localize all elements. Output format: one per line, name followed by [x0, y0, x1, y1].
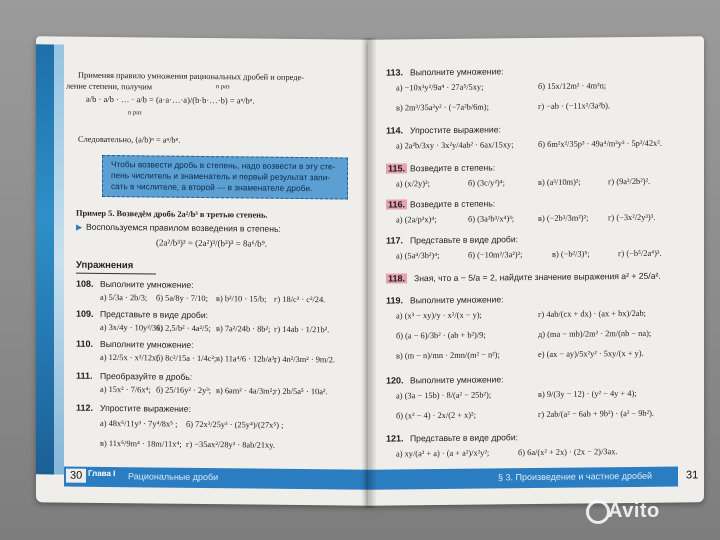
exercise-number-highlighted: 118.: [388, 273, 406, 284]
exercise-number-highlighted: 115.: [388, 163, 406, 174]
bullet-arrow-icon: ▶: [76, 222, 83, 232]
exercise-title: Упростите выражение:: [100, 402, 191, 414]
intro-line-1: Применяя правило умножения рациональных дробей и опреде-: [78, 70, 305, 83]
exercise-item: а) (5a⁴/3b²)⁴;: [396, 251, 440, 261]
exercise-item: а) 12/5x · x²/12x;: [100, 352, 159, 363]
chapter-title: Рациональные дроби: [128, 471, 219, 483]
exercise-item: б) (−10m²/3a²)²;: [468, 250, 523, 260]
n-raz-top: n раз: [216, 83, 230, 91]
exercise-title: Представьте в виде дроби:: [410, 432, 519, 444]
exercise-title: Выполните умножение:: [410, 374, 504, 386]
exercise-item: г) 2b/5a⁵ · 10a².: [274, 386, 328, 397]
exercise-item: в) (−b²/3)⁵;: [552, 249, 590, 259]
exercise-title: Выполните умножение:: [100, 338, 194, 350]
exercise-item: б) (3c/y²)⁴;: [468, 178, 505, 188]
section-heading: Упражнения: [76, 259, 134, 272]
exercise-item: б) (x² − 4) · 2x/(2 + x)²;: [396, 410, 476, 421]
exercise-title: Представьте в виде дроби:: [410, 234, 519, 246]
left-page: [36, 36, 369, 505]
exercise-number: 119.: [386, 295, 404, 306]
exercise-item: а) 3x/4y · 10y²/3x;: [100, 322, 163, 333]
exercise-item: в) (m − n)/mn · 2mn/(m² − n²);: [396, 350, 500, 361]
exercise-item: г) −35ax²/28y³ · 8ab/21xy.: [186, 439, 275, 450]
exercise-number: 121.: [386, 433, 404, 444]
exercise-item: д) (ma − mb)/2m² · 2m/(nb − na);: [538, 328, 652, 339]
exercise-number: 117.: [386, 235, 404, 246]
avito-logo-icon: [586, 500, 610, 524]
exercise-title: Преобразуйте в дробь:: [100, 370, 193, 382]
section-title: § 3. Произведение и частное дробей: [498, 470, 653, 483]
page-edge-stripe: [36, 44, 54, 474]
exercise-title: Выполните умножение:: [410, 294, 504, 306]
exercise-item: б) 2,5/b² · 4a²/5;: [156, 323, 211, 334]
exercise-number: 113.: [386, 67, 404, 78]
exercise-item: а) 2a²b/3xy · 3x²y/4ab² · 6ax/15xy;: [396, 140, 514, 151]
exercise-item: в) 9/(3y − 12) · (y² − 4y + 4);: [538, 388, 637, 399]
exercise-item: б) 5a/8y · 7/10;: [156, 293, 208, 304]
right-page: [368, 36, 704, 506]
page-number: 31: [682, 468, 702, 482]
exercise-number-highlighted: 116.: [388, 199, 406, 210]
exercise-item: г) 14ab · 1/21b².: [274, 324, 330, 335]
exercise-item: г) (−b⁵/2a⁴)³.: [618, 248, 662, 259]
exercise-item: б) 15x/12m² · 4m²n;: [538, 81, 607, 91]
intro-line-2: ление степени, получим: [66, 81, 153, 92]
power-formula: a/b · a/b · … · a/b = (a·a·…·a)/(b·b·…·b) = aⁿ/bⁿ.: [86, 93, 255, 106]
exercise-item: в) (−2b³/3m²)²;: [538, 213, 589, 223]
page-edge-stripe-light: [54, 44, 64, 474]
exercise-item: г) −ab · (−11x²/3a²b).: [538, 101, 611, 111]
exercise-item: в) 6am² · 4a/3m²;: [216, 386, 275, 396]
section-underline: [76, 273, 156, 275]
exercise-item: б) 8c²/15a · 1/4c²;: [156, 353, 217, 364]
open-textbook: [36, 38, 704, 516]
exercise-number: 112.: [76, 402, 94, 413]
example-formula: (2a²/b³)³ = (2a²)³/(b³)³ = 8a⁶/b⁹.: [156, 237, 268, 249]
exercise-title: Представьте в виде дроби:: [100, 308, 209, 321]
exercise-item: а) (2a/p²x)⁴;: [396, 215, 437, 225]
exercise-text: Зная, что a − 5/a = 2, найдите значение выражения a² + 25/a².: [414, 270, 661, 284]
exercise-item: б) (3a²b³/x⁴)³;: [468, 214, 515, 224]
exercise-item: а) 5/3a · 2b/3;: [100, 292, 148, 303]
page-number: 30: [66, 469, 86, 483]
rule-box: [102, 155, 348, 200]
exercise-item: а) 15x² · 7/6x⁴;: [100, 384, 151, 395]
watermark: Avito: [608, 500, 660, 522]
exercise-number: 120.: [386, 375, 404, 386]
exercise-title: Выполните умножение:: [100, 278, 194, 290]
exercise-item: в) 11a⁴/6 · 12b/a³;: [216, 354, 277, 364]
n-raz-bottom: n раз: [128, 109, 142, 117]
exercise-number: 108.: [76, 278, 94, 289]
exercise-item: г) 18/c³ · c²/24.: [274, 294, 326, 305]
rule-line-3: сать в числителе, а второй — в знаменателе дроби.: [111, 181, 313, 194]
exercise-item: а) (x³ − xy)/y · x²/(x − y);: [396, 310, 482, 321]
exercise-item: а) −10x³y²/9a⁴ · 27a⁵/5xy;: [396, 82, 484, 93]
exercise-item: а) (3a − 15b) · 8/(a² − 25b²);: [396, 390, 492, 401]
exercise-title: Возведите в степень:: [410, 198, 496, 210]
exercise-item: в) 7a²/24b · 8b²;: [216, 324, 271, 334]
chapter-label: Глава I: [88, 468, 116, 479]
exercise-title: Упростите выражение:: [410, 124, 501, 136]
rule-line-1: Чтобы возвести дробь в степень, надо возвести в эту сте-: [111, 159, 336, 172]
conclusion: Следовательно, (a/b)ⁿ = aⁿ/bⁿ.: [78, 134, 181, 145]
exercise-item: г) 4ab/(cx + dx) · (ax + bx)/2ab;: [538, 308, 646, 319]
exercise-number: 109.: [76, 308, 94, 319]
exercise-item: б) 25/16y² · 2y³;: [156, 385, 212, 396]
rule-line-2: пень числитель и знаменатель и первый результат запи-: [111, 170, 330, 183]
exercise-item: а) xy/(a² + a) · (a + a²)/x²y²;: [396, 448, 490, 459]
exercise-item: в) 2m³/35a²y² · (−7a²b/6m);: [396, 102, 489, 113]
exercise-item: е) (ax − ay)/5x²y² · 5xy/(x + y).: [538, 348, 644, 359]
exercise-item: г) (9a³/2b²)².: [608, 176, 651, 187]
exercise-item: в) (a³/10m)²;: [538, 177, 581, 187]
example-hint: Воспользуемся правилом возведения в степень:: [86, 221, 281, 234]
exercise-item: г) (−3x²/2y³)³.: [608, 212, 656, 223]
exercise-item: в) 11x⁵/9m⁴ · 18m/11x⁴;: [100, 438, 182, 449]
exercise-item: а) 48x⁵/11y³ · 7y⁴/8x⁵ ;: [100, 418, 178, 429]
example-title: Пример 5. Возведём дробь 2a²/b³ в третью степень.: [76, 208, 268, 220]
exercise-title: Возведите в степень:: [410, 162, 496, 174]
exercise-number: 114.: [386, 125, 404, 136]
exercise-item: б) (a − 6)/3b² · (ab + b²)/9;: [396, 330, 486, 341]
book-spine: [361, 38, 377, 508]
exercise-number: 111.: [76, 370, 93, 381]
exercise-item: б) 6m²x²/35p³ · 49a⁴/m²y³ · 5p³/42x².: [538, 138, 662, 149]
exercise-item: г) 2ab/(a² − 6ab + 9b²) · (a² − 9b²).: [538, 408, 655, 419]
exercise-item: б) 6a/(x² + 2x) · (2x − 2)/3ax.: [518, 447, 618, 458]
exercise-item: г) 4n²/3m² · 9m/2.: [274, 354, 336, 365]
exercise-item: б) 72x³/25y³ · (25y⁴)/(27x⁵) ;: [186, 419, 284, 430]
exercise-title: Выполните умножение:: [410, 66, 504, 78]
exercise-item: а) (x/2y)³;: [396, 179, 430, 189]
exercise-item: в) b²/10 · 15/b;: [216, 294, 267, 304]
exercise-number: 110.: [76, 338, 94, 349]
